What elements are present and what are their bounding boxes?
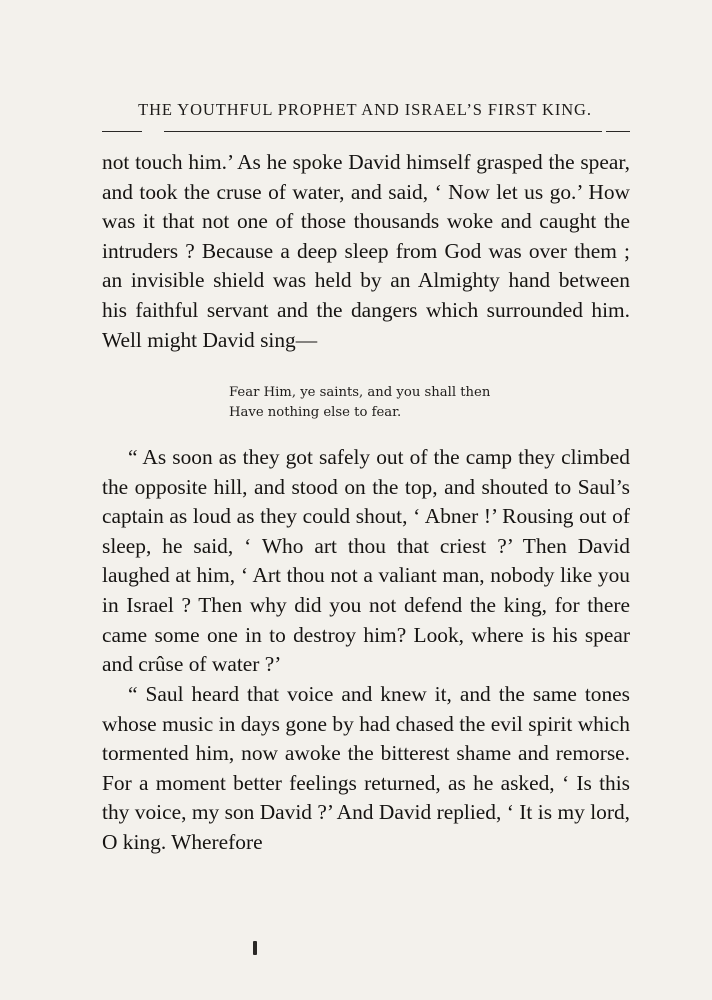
folio-mark	[253, 941, 257, 955]
running-head: THE YOUTHFUL PROPHET AND ISRAEL’S FIRST KING.	[138, 100, 592, 119]
paragraph-1: not touch him.’ As he spoke David himself grasped the spear, and took the cruse of water, and said, ‘ Now let us go.’ How was it that not one of those thousands woke and caught the intruders ? Because a deep sleep from God was over them ; an invisible shield was held by an Almighty hand between his faithful servant and the dangers which surrounded him. Well might David sing—	[102, 150, 630, 352]
paragraph-3: “ Saul heard that voice and knew it, and the same tones whose music in days gone by had chased the evil spirit which tormented him, now awoke the bitterest shame and remorse. For a moment better feelings returned, as he asked, ‘ Is this thy voice, my son David ?’ And David replied, ‘ It is my lord, O king. Wherefore	[102, 682, 630, 854]
verse-line-1: Fear Him, ye saints, and you shall then	[229, 385, 491, 400]
paragraph-2: “ As soon as they got safely out of the camp they climbed the opposite hill, and stood on the top, and shouted to Saul’s captain as loud as they could shout, ‘ Abner !’ Rousing out of sleep, he said, ‘ Who art thou that criest ?’ Then David laughed at him, ‘ Art thou not a valiant man, nobody like you in Israel ? Then why did you not defend the king, for there came some one in to destroy him? Look, where is his spear and crûse of water ?’	[102, 445, 630, 677]
verse-quote	[229, 383, 490, 423]
header-rule-middle	[164, 131, 602, 132]
verse-line-2: Have nothing else to fear.	[229, 405, 402, 420]
header-rule-right	[606, 131, 630, 132]
header-rule-left	[102, 131, 142, 132]
